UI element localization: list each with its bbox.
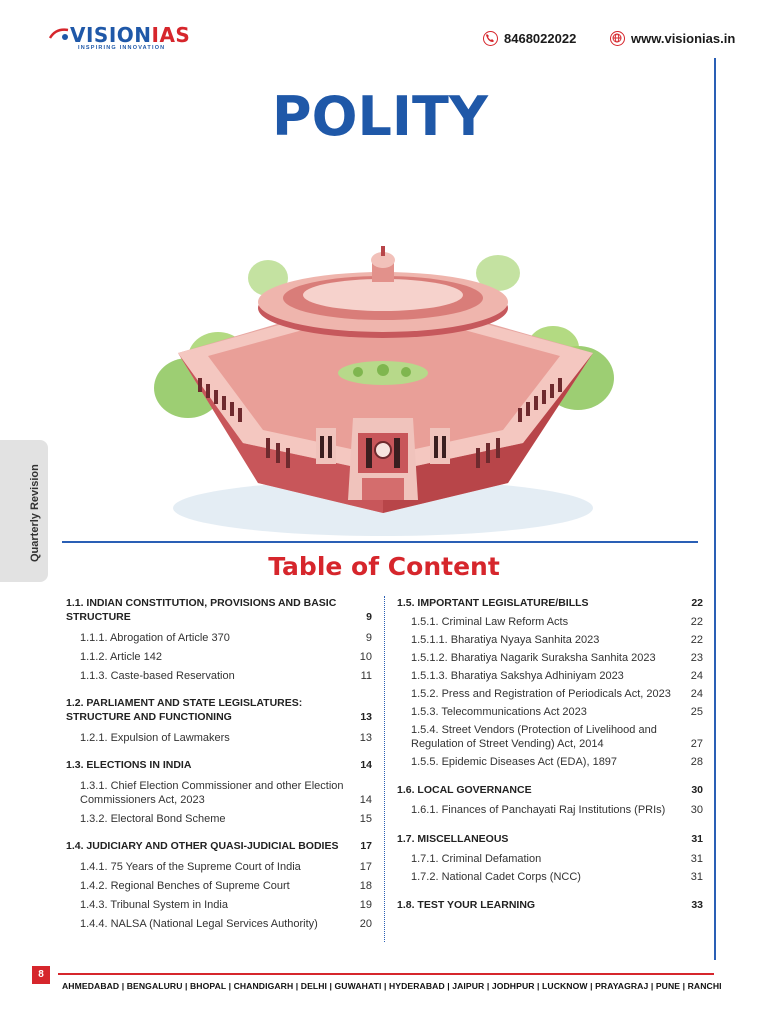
phone-icon [483,31,498,46]
toc-entry-text: 1.6.1. Finances of Panchayati Raj Institutions (PRIs) [411,804,666,816]
toc-entry-page: 13 [359,732,372,744]
toc-entry[interactable] [66,596,372,624]
toc-entry-page: 31 [691,833,703,845]
toc-entry-page: 10 [359,651,372,663]
toc-entry[interactable] [66,812,372,826]
toc-entry-page: 30 [690,804,703,816]
toc-entry[interactable] [66,731,372,745]
toc-entry-text: 1.4.3. Tribunal System in India [80,899,228,911]
toc-entry-page: 33 [691,899,703,911]
toc-entry-text: 1.1.2. Article 142 [80,651,162,663]
toc-entry[interactable] [397,783,703,797]
toc-entry[interactable] [66,779,372,807]
toc-entry-page: 14 [360,759,372,771]
page-header [0,0,768,60]
toc-entry[interactable] [66,860,372,874]
toc-entry-page: 9 [365,632,372,644]
toc-entry-text: 1.6. LOCAL GOVERNANCE [397,784,532,796]
toc-entry-text: 1.1.3. Caste-based Reservation [80,670,235,682]
toc-entry[interactable] [397,615,703,629]
page-title: POLITY [272,85,488,148]
toc-entry-text: 1.7.2. National Cadet Corps (NCC) [411,871,581,883]
toc-entry[interactable] [397,870,703,884]
toc-entry-page: 30 [691,784,703,796]
toc-right-column [397,596,703,912]
toc-entry-page: 23 [690,652,703,664]
toc-entry-text: 1.7. MISCELLANEOUS [397,833,509,845]
toc-column-divider [384,596,385,942]
page-number: 8 [32,966,50,984]
toc-entry[interactable] [397,633,703,647]
toc-entry-page: 9 [366,611,372,623]
toc-entry[interactable] [397,596,703,610]
toc-entry-text: 1.5. IMPORTANT LEGISLATURE/BILLS [397,597,589,609]
toc-entry[interactable] [397,852,703,866]
toc-entry-page: 19 [359,899,372,911]
toc-entry[interactable] [397,898,703,912]
toc-entry-text: 1.5.5. Epidemic Diseases Act (EDA), 1897 [411,756,618,768]
toc-entry-page: 27 [690,738,703,750]
toc-entry-text: 1.4.1. 75 Years of the Supreme Court of India [80,861,301,873]
side-tab-label: Quarterly Revision [29,464,41,562]
toc-entry[interactable] [397,832,703,846]
toc-entry[interactable] [66,879,372,893]
toc-entry-page: 11 [360,670,372,682]
toc-entry[interactable] [66,758,372,772]
toc-entry-text: 1.3.1. Chief Election Commissioner and other Election Commissioners Act, 2023 [80,780,344,806]
toc-entry-text: 1.5.4. Street Vendors (Protection of Livelihood and Regulation of Street Vending) Act, 2014 [411,724,657,750]
toc-entry-page: 22 [690,634,703,646]
toc-entry-page: 20 [359,918,372,930]
toc-entry-text: 1.1.1. Abrogation of Article 370 [80,632,230,644]
logo-tagline: INSPIRING INNOVATION [78,45,166,51]
right-border-rule [714,58,716,960]
toc-entry[interactable] [397,669,703,683]
toc-entry-page: 22 [691,597,703,609]
toc-entry-text: 1.4.2. Regional Benches of Supreme Court [80,880,290,892]
website-link[interactable] [610,31,735,46]
toc-entry-page: 31 [690,871,703,883]
toc-entry-page: 24 [690,670,703,682]
toc-entry[interactable] [66,696,372,724]
visionias-logo[interactable] [48,23,191,51]
toc-entry-text: 1.4. JUDICIARY AND OTHER QUASI-JUDICIAL BODIES [66,840,339,852]
toc-entry[interactable] [397,651,703,665]
toc-entry[interactable] [397,755,703,769]
toc-entry-text: 1.2. PARLIAMENT AND STATE LEGISLATURES: STRUCTURE AND FUNCTIONING [66,697,303,723]
toc-entry-page: 13 [360,711,372,723]
toc-entry-page: 17 [359,861,372,873]
toc-entry-text: 1.8. TEST YOUR LEARNING [397,899,536,911]
toc-entry-page: 31 [690,853,703,865]
toc-entry[interactable] [66,917,372,931]
toc-entry[interactable] [397,687,703,701]
toc-entry-text: 1.1. INDIAN CONSTITUTION, PROVISIONS AND BASIC STRUCTURE [66,597,337,623]
globe-icon [610,31,625,46]
page-footer [0,962,768,1024]
toc-entry-page: 14 [359,794,372,806]
toc-entry-text: 1.5.2. Press and Registration of Periodicals Act, 2023 [411,688,671,700]
toc-entry-page: 24 [690,688,703,700]
phone-number: 8468022022 [504,31,577,46]
toc-entry-text: 1.7.1. Criminal Defamation [411,853,542,865]
toc-entry-page: 18 [359,880,372,892]
toc-entry-page: 28 [690,756,703,768]
toc-title: Table of Content [268,552,500,581]
toc-entry[interactable] [66,898,372,912]
toc-entry-text: 1.5.1. Criminal Law Reform Acts [411,616,569,628]
toc-entry-page: 15 [359,813,372,825]
toc-entry[interactable] [66,839,372,853]
toc-entry-page: 22 [690,616,703,628]
toc-entry[interactable] [66,669,372,683]
section-divider [62,541,698,543]
toc-entry-page: 17 [360,840,372,852]
phone-contact[interactable] [483,31,576,46]
toc-entry-text: 1.3. ELECTIONS IN INDIA [66,759,192,771]
toc-entry-text: 1.2.1. Expulsion of Lawmakers [80,732,230,744]
logo-swoosh-icon [48,26,70,44]
footer-cities: AHMEDABAD | BENGALURU | BHOPAL | CHANDIGARH | DELHI | GUWAHATI | HYDERABAD | JAIPUR | JODHPUR | LUCKNOW | PRAYAGRAJ | PUNE | RANCHI [62,981,722,991]
toc-entry-text: 1.3.2. Electoral Bond Scheme [80,813,226,825]
toc-entry-text: 1.5.3. Telecommunications Act 2023 [411,706,587,718]
toc-entry[interactable] [397,723,703,751]
footer-rule [58,973,714,975]
toc-entry-text: 1.4.4. NALSA (National Legal Services Authority) [80,918,318,930]
parliament-building-illustration [148,238,618,538]
toc-entry[interactable] [66,650,372,664]
toc-entry-text: 1.5.1.2. Bharatiya Nagarik Suraksha Sanhita 2023 [411,652,656,664]
toc-entry[interactable] [397,705,703,719]
toc-entry-text: 1.5.1.1. Bharatiya Nyaya Sanhita 2023 [411,634,600,646]
toc-entry[interactable] [397,803,703,817]
toc-left-column [66,596,372,931]
toc-entry[interactable] [66,631,372,645]
toc-entry-text: 1.5.1.3. Bharatiya Sakshya Adhiniyam 2023 [411,670,624,682]
website-url: www.visionias.in [631,31,736,46]
logo-text: VISIONIAS [70,23,191,47]
toc-entry-page: 25 [690,706,703,718]
